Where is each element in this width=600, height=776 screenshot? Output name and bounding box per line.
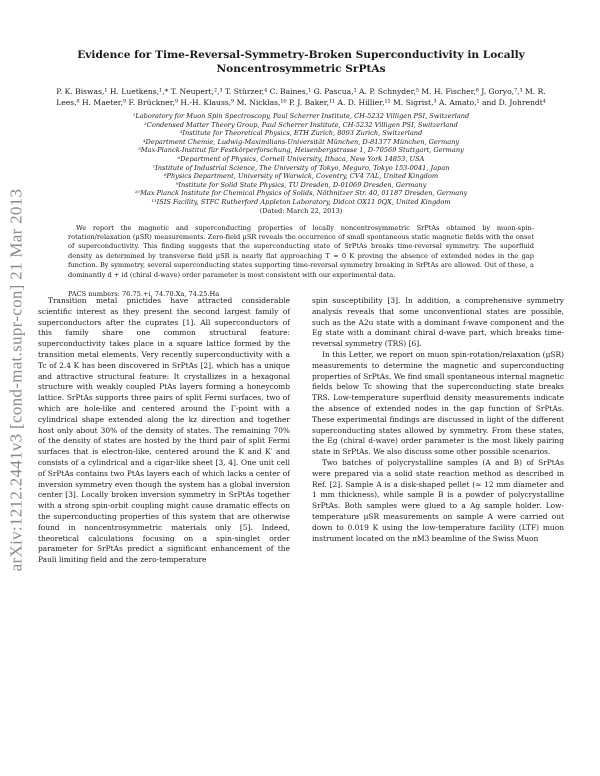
affiliation-item: ⁵Max-Planck-Institut für Festkörperforschung, Heisenbergstrasse 1, D-70569 Stuttgart, Germany <box>138 146 464 155</box>
affiliation-item: ¹¹ISIS Facility, STFC Rutherford Appleton Laboratory, Didcot OX11 0QX, United Kingdom <box>151 197 451 206</box>
left-column <box>38 296 290 566</box>
pacs-numbers: PACS numbers: 76.75.+i, 74.70.Xa, 74.25.Ha <box>68 289 220 298</box>
right-column <box>312 296 564 566</box>
body-paragraph: spin susceptibility [3]. In addition, a comprehensive symmetry analysis reveals that some unconventional states are possible, such as the A2u state with a dominant f-wave component and the Eg state with a dominant chiral d-wave part, which breaks time-reversal symmetry (TRS) [6]. <box>312 296 564 349</box>
affiliation-item: ¹⁰Max Planck Institute for Chemical Physics of Solids, Nöthnitzer Str. 40, 01187 Dresden, Germany <box>134 189 468 198</box>
affiliation-item: ⁹Institute for Solid State Physics, TU Dresden, D-01069 Dresden, Germany <box>175 180 427 189</box>
paper-page <box>38 48 564 565</box>
affiliation-item: ⁸Physics Department, University of Warwick, Coventry, CV4 7AL, United Kingdom <box>163 172 439 181</box>
arxiv-identifier-text: arXiv:1212.2441v3 [cond-mat.supr-con] 21 Mar 2013 <box>6 188 25 572</box>
affiliation-item: ⁴Department Chemie, Ludwig-Maximilians-Universität München, D-81377 München, Germany <box>142 137 460 146</box>
body-paragraph: Transition metal pnictides have attracted considerable scientific interest as they present the second largest family of superconductors after the cuprates [1]. All superconductors of this family share one common structural feature: superconductivity takes place in a square lattice formed by the transition metal elements. Very recently superconductivity with a Tc of 2.4 K has been discovered in SrPtAs [2], which has a unique and attractive structural feature: It crystallizes in a hexagonal structure with weakly coupled PtAs layers forming a honeycomb lattice. SrPtAs supports three pairs of split Fermi surfaces, two of which are hole-like and centered around the Γ-point with a cylindrical shape extended along the kz direction and together host only about 30% of the density of states. The remaining 70% of the density of states are hosted by the third pair of split Fermi surfaces that is electron-like, centered around the K and K′ and consists of a cylindrical and a cigar-like sheet [3, 4]. One unit cell of SrPtAs contains two PtAs layers each of which lacks a center of inversion symmetry even though the system has a global inversion center [3]. Locally broken inversion symmetry in SrPtAs together with a strong spin-orbit coupling might cause dramatic effects on the superconducting properties of this system that are otherwise found in noncentrosymmetric materials only [5]. Indeed, theoretical calculations focusing on a spin-singlet order parameter for SrPtAs predict a significant enhancement of the Pauli limiting field and the zero-temperature <box>38 296 290 565</box>
paper-title: Evidence for Time-Reversal-Symmetry-Broken Superconductivity in Locally Noncentrosymmetric SrPtAs <box>77 49 525 75</box>
abstract: We report the magnetic and superconducting properties of locally noncentrosymmetric SrPtAs obtained by muon-spin-rotation/relaxation (μSR) measurements. Zero-field μSR reveals the occurrence of small spontaneous static magnetic fields with the onset of superconductivity. This finding suggests that the superconducting state of SrPtAs breaks time-reversal symmetry. The superfluid density as determined by transverse field μSR is nearly flat approaching T = 0 K proving the absence of extended nodes in the gap function. By symmetry, several superconducting states supporting time-reversal symmetry breaking in SrPtAs are allowed. Out of these, a dominantly d + id (chiral d-wave) order parameter is most consistent with our experimental data. <box>68 223 534 279</box>
affiliation-item: ²Condensed Matter Theory Group, Paul Scherrer Institute, CH-5232 Villigen PSI, Switzerland <box>144 120 458 129</box>
affiliation-item: ¹Laboratory for Muon Spin Spectroscopy, Paul Scherrer Institute, CH-5232 Villigen PSI, Switzerland <box>132 112 470 120</box>
author-list: P. K. Biswas,¹ H. Luetkens,¹,* T. Neupert,²,³ T. Stürzer,⁴ C. Baines,¹ G. Pascua,¹ A. P. Schnyder,⁵ M. H. Fischer,⁶ J. Goryo,⁷,³ M. R. Lees,⁸ H. Maeter,⁹ F. Brückner,⁹ H.-H. Klauss,⁹ M. Nicklas,¹⁰ P. J. Baker,¹¹ A. D. Hillier,¹¹ M. Sigrist,³ A. Amato,¹ and D. Johrendt⁴ <box>56 87 546 107</box>
affiliation-item: ⁶Department of Physics, Cornell University, Ithaca, New York 14853, USA <box>177 154 425 163</box>
body-paragraph: In this Letter, we report on muon spin-rotation/relaxation (μSR) measurements to determine the magnetic and superconducting properties of SrPtAs. We find small spontaneous internal magnetic fields below Tc showing that the superconducting state breaks TRS. Low-temperature superfluid density measurements indicate the absence of extended nodes in the gap function of SrPtAs. These experimental findings are discussed in light of the different superconducting states allowed by symmetry. From these states, the Eg (chiral d-wave) order parameter is the most likely pairing state in SrPtAs. We also discuss some other possible scenarios. <box>312 349 564 457</box>
arxiv-identifier-stamp <box>2 150 30 610</box>
affiliation-item: ⁷Institute of Industrial Science, The University of Tokyo, Meguro, Tokyo 153-0041, Japan <box>152 163 450 172</box>
body-paragraph: Two batches of polycrystalline samples (A and B) of SrPtAs were prepared via a solid state reaction method as described in Ref. [2]. Sample A is a disk-shaped pellet (≈ 12 mm diameter and 1 mm thickness), while sample B is a powder of polycrystalline SrPtAs. Both samples were glued to a Ag sample holder. Low-temperature μSR measurements on sample A were carried out down to 0.019 K using the low-temperature facility (LTF) muon instrument located on the πM3 beamline of the Swiss Muon <box>312 457 564 543</box>
body-columns <box>38 296 564 566</box>
affiliation-item: ³Institute for Theoretical Physics, ETH Zurich, 8093 Zurich, Switzerland <box>179 129 423 138</box>
affiliation-list <box>38 112 564 207</box>
dated-line: (Dated: March 22, 2013) <box>259 206 343 215</box>
